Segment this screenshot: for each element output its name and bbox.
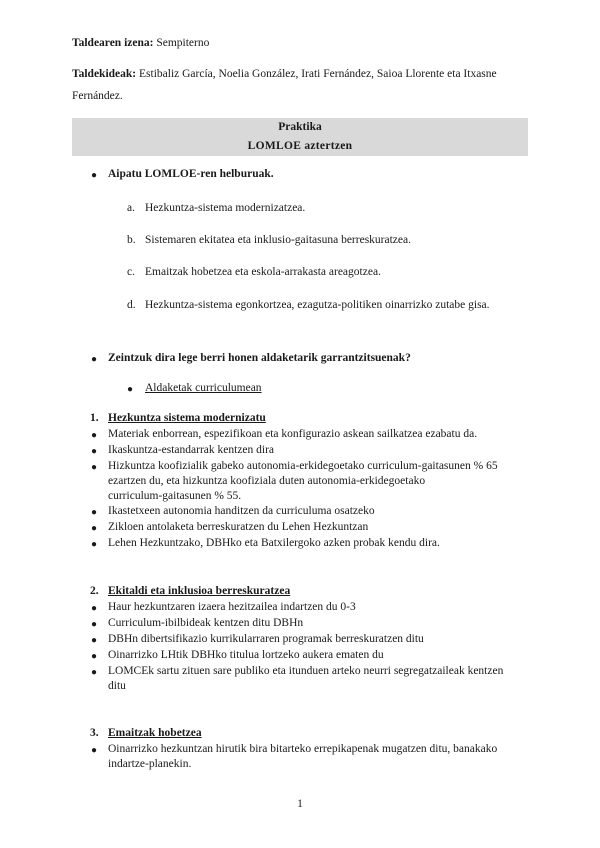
list1-number: 1. bbox=[90, 412, 99, 424]
list2-number: 2. bbox=[90, 585, 99, 597]
goal-text-c: Emaitzak hobetzea eta eskola-arrakasta areagotzea. bbox=[145, 266, 381, 278]
goal-marker-b: b. bbox=[127, 234, 136, 246]
banner-line2: LOMLOE aztertzen bbox=[247, 140, 353, 152]
bullet-icon: ● bbox=[91, 651, 98, 662]
list2-item: Haur hezkuntzaren izaera hezitzailea indartzen du 0-3 bbox=[108, 601, 356, 613]
team-name-label: Taldearen izena: bbox=[72, 37, 154, 49]
bullet-icon: ● bbox=[91, 635, 98, 646]
bullet-icon: ● bbox=[91, 446, 98, 457]
goal-marker-a: a. bbox=[127, 202, 135, 214]
page-number: 1 bbox=[297, 798, 303, 810]
list3-item: Oinarrizko hezkuntzan hirutik bira bitarteko errepikapenak mugatzen ditu, banakako bbox=[108, 743, 498, 755]
list1-item-continued: curriculum-gaitasunen % 55. bbox=[108, 490, 242, 502]
bullet-icon: ● bbox=[91, 507, 98, 518]
title-banner bbox=[72, 118, 528, 156]
list2-title: Ekitaldi eta inklusioa berreskuratzea bbox=[108, 585, 291, 597]
list2-item-continued: ditu bbox=[108, 680, 126, 692]
list1-item-continued: ezartzen du, eta hizkuntza koofiziala duten autonomia-erkidegoetako bbox=[108, 475, 426, 487]
bullet-icon: ● bbox=[91, 603, 98, 614]
list1-item: Materiak enborrean, espezifikoan eta konfigurazio askean sailkatzea ezabatu da. bbox=[108, 428, 478, 440]
list1-item: Zikloen antolaketa berreskuratzen du Lehen Hezkuntzan bbox=[108, 521, 369, 533]
question-1: Aipatu LOMLOE-ren helburuak. bbox=[108, 168, 274, 180]
list2-item: Oinarrizko LHtik DBHko titulua lortzeko aukera ematen du bbox=[108, 649, 384, 661]
team-name-value: Sempiterno bbox=[156, 37, 210, 49]
question-2: Zeintzuk dira lege berri honen aldaketarik garrantzitsuenak? bbox=[108, 352, 411, 364]
bullet-icon: ● bbox=[91, 619, 98, 630]
bullet-icon: ● bbox=[91, 523, 98, 534]
list1-title: Hezkuntza sistema modernizatu bbox=[108, 412, 266, 424]
list3-item-continued: indartze-planekin. bbox=[108, 758, 192, 770]
members-value-line2: Fernández. bbox=[72, 90, 123, 102]
bullet-icon: ● bbox=[91, 462, 98, 473]
bullet-icon: ● bbox=[91, 745, 98, 756]
curriculum-changes-subheading: Aldaketak curriculumean bbox=[145, 382, 262, 394]
banner-line1: Praktika bbox=[278, 121, 322, 133]
list3-title: Emaitzak hobetzea bbox=[108, 727, 202, 739]
goal-marker-c: c. bbox=[127, 266, 135, 278]
bullet-icon: ● bbox=[91, 430, 98, 441]
bullet-icon: ● bbox=[91, 354, 98, 365]
goal-text-a: Hezkuntza-sistema modernizatzea. bbox=[145, 202, 306, 214]
goal-marker-d: d. bbox=[127, 299, 136, 311]
bullet-icon: ● bbox=[91, 170, 98, 181]
list1-item: Hizkuntza koofizialik gabeko autonomia-erkidegoetako curriculum-gaitasunen % 65 bbox=[108, 460, 498, 472]
bullet-icon: ● bbox=[91, 539, 98, 550]
bullet-icon: ● bbox=[91, 667, 98, 678]
bullet-icon: ● bbox=[127, 384, 134, 395]
list2-item: Curriculum-ibilbideak kentzen ditu DBHn bbox=[108, 617, 304, 629]
list1-item: Lehen Hezkuntzako, DBHko eta Batxilergoko azken probak kendu dira. bbox=[108, 537, 440, 549]
members-label: Taldekideak: bbox=[72, 68, 137, 80]
goal-text-b: Sistemaren ekitatea eta inklusio-gaitasuna berreskuratzea. bbox=[145, 234, 411, 246]
goal-text-d: Hezkuntza-sistema egonkortzea, ezagutza-politiken oinarrizko zutabe gisa. bbox=[145, 299, 490, 311]
members-line bbox=[72, 68, 497, 80]
list2-item: DBHn dibertsifikazio kurrikularraren programak berreskuratzen ditu bbox=[108, 633, 424, 645]
team-name-line bbox=[72, 37, 209, 49]
list1-item: Ikastetxeen autonomia handitzen da curriculuma osatzeko bbox=[108, 505, 375, 517]
list1-item: Ikaskuntza-estandarrak kentzen dira bbox=[108, 444, 275, 456]
list2-item: LOMCEk sartu zituen sare publiko eta itunduen arteko neurri segregatzaileak kentzen bbox=[108, 665, 504, 677]
list3-number: 3. bbox=[90, 727, 99, 739]
members-value-line1: Estibaliz García, Noelia González, Irati Fernández, Saioa Llorente eta Itxasne bbox=[139, 68, 497, 80]
